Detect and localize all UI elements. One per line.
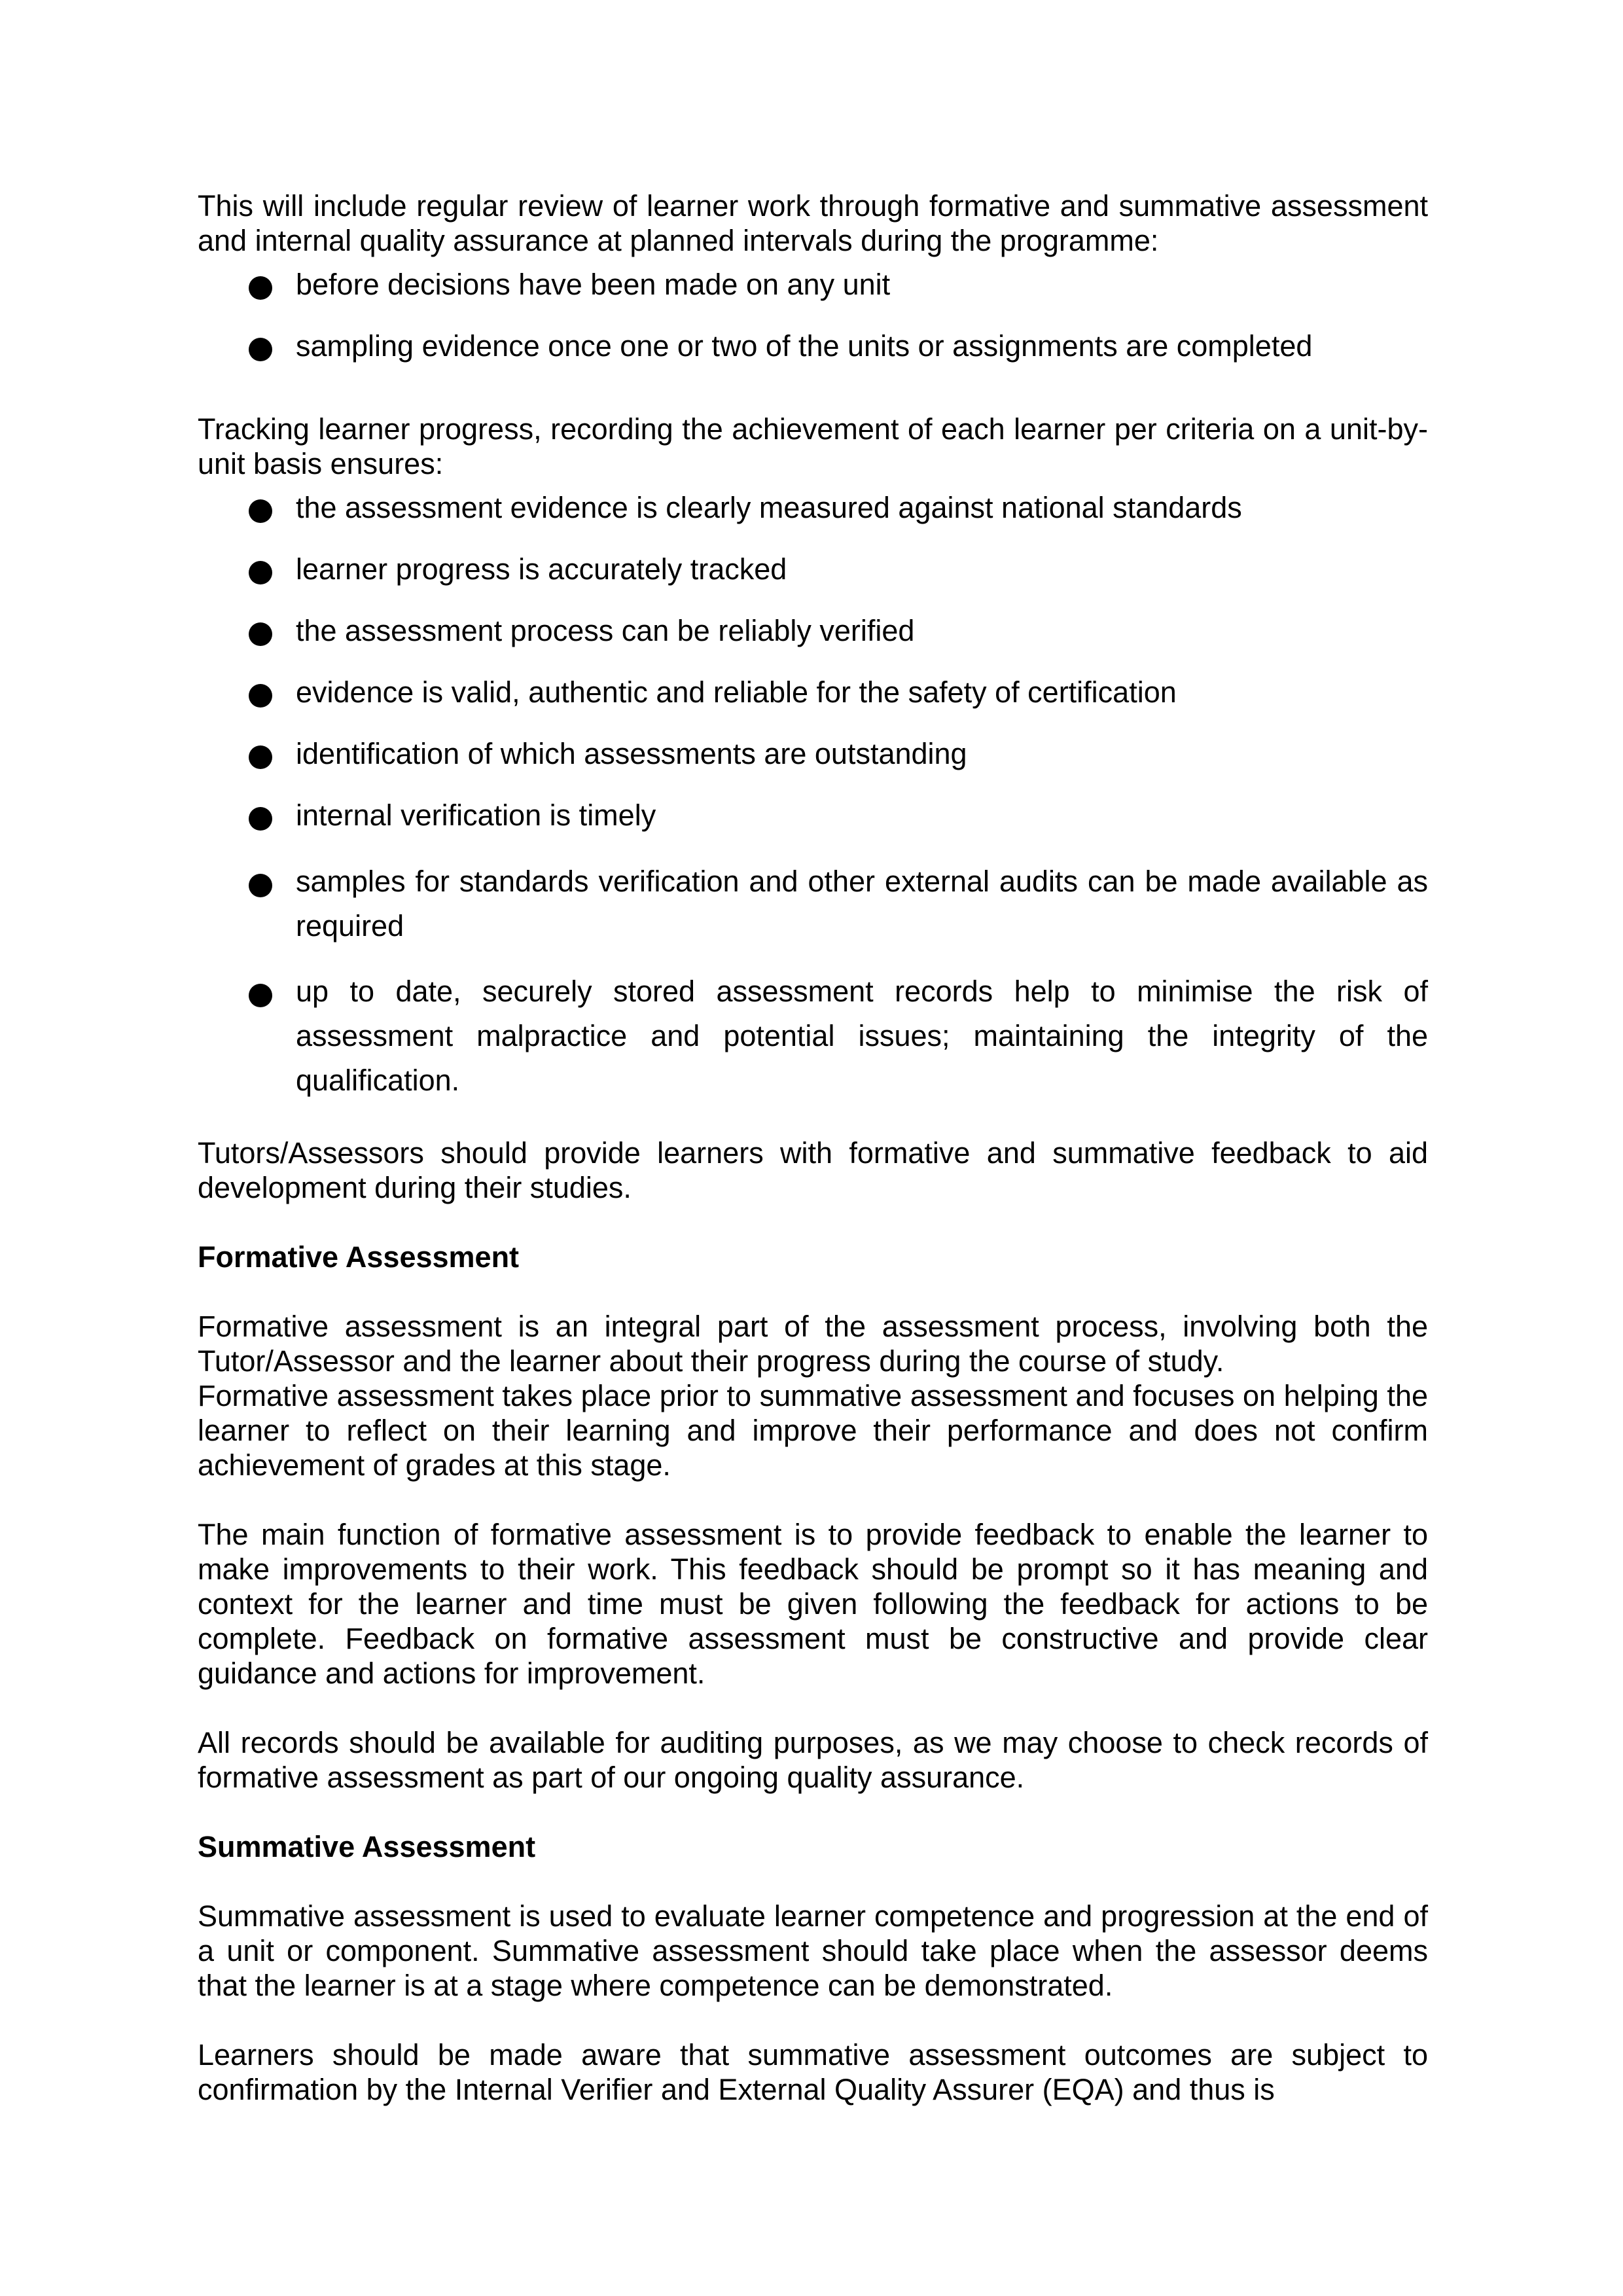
- list-item-text: the assessment evidence is clearly measured against national standards: [296, 491, 1242, 524]
- list-item: [198, 969, 1428, 1103]
- list-item-text: evidence is valid, authentic and reliable for the safety of certification: [296, 675, 1177, 709]
- summative-paragraph-1: Summative assessment is used to evaluate learner competence and progression at the end of a unit or component. Summative assessment should take place when the assessor deems that the learner is at a stage where competence can be demonstrated.: [198, 1899, 1428, 2002]
- list-item-text: samples for standards verification and other external audits can be made available as required: [296, 865, 1428, 942]
- list-item-text: learner progress is accurately tracked: [296, 552, 787, 586]
- bullet-icon: [249, 984, 272, 1007]
- bullet-icon: [249, 874, 272, 897]
- tracking-intro-paragraph: Tracking learner progress, recording the achievement of each learner per criteria on a unit-by-unit basis ensures:: [198, 412, 1428, 480]
- bullet-icon: [249, 276, 272, 300]
- list-item: [198, 267, 1428, 302]
- summative-paragraph-2: Learners should be made aware that summative assessment outcomes are subject to confirmation by the Internal Verifier and External Quality Assurer (EQA) and thus is: [198, 2038, 1428, 2106]
- bullet-icon: [249, 684, 272, 708]
- list-item: [198, 736, 1428, 771]
- bullet-icon: [249, 807, 272, 831]
- bullet-icon: [249, 622, 272, 646]
- list-item-text: sampling evidence once one or two of the units or assignments are completed: [296, 329, 1313, 363]
- intro-paragraph: This will include regular review of learner work through formative and summative assessment and internal quality assurance at planned intervals during the programme:: [198, 189, 1428, 257]
- list-item: [198, 490, 1428, 525]
- list-item-text: up to date, securely stored assessment records help to minimise the risk of assessment malpractice and potential issues; maintaining the integrity of the qualification.: [296, 975, 1428, 1097]
- list-item: [198, 798, 1428, 833]
- intro-bullet-list: [198, 267, 1428, 363]
- formative-paragraph-3: The main function of formative assessment is to provide feedback to enable the learner to make improvements to their work. This feedback should be prompt so it has meaning and context for the learner and time must be given following the feedback for actions to be complete. Feedback on formative assessment must be constructive and provide clear guidance and actions for improvement.: [198, 1518, 1428, 1690]
- bullet-icon: [249, 338, 272, 361]
- tutors-paragraph: Tutors/Assessors should provide learners with formative and summative feedback to aid development during their studies.: [198, 1136, 1428, 1204]
- summative-heading: Summative Assessment: [198, 1830, 536, 1863]
- formative-paragraph-2: Formative assessment takes place prior to summative assessment and focuses on helping the learner to reflect on their learning and improve their performance and does not confirm achievement of grades at this stage.: [198, 1379, 1428, 1482]
- tracking-bullet-list: [198, 490, 1428, 1103]
- list-item-text: before decisions have been made on any unit: [296, 268, 891, 301]
- formative-paragraph-4: All records should be available for auditing purposes, as we may choose to check records of formative assessment as part of our ongoing quality assurance.: [198, 1726, 1428, 1794]
- list-item-text: internal verification is timely: [296, 798, 656, 832]
- list-item: [198, 329, 1428, 363]
- list-item: [198, 552, 1428, 586]
- bullet-icon: [249, 499, 272, 523]
- formative-paragraph-1: Formative assessment is an integral part of the assessment process, involving both the Tutor/Assessor and the learner about their progress during the course of study.: [198, 1310, 1428, 1378]
- list-item: [198, 675, 1428, 709]
- bullet-icon: [249, 561, 272, 584]
- formative-heading: Formative Assessment: [198, 1240, 520, 1274]
- list-item-text: identification of which assessments are outstanding: [296, 737, 967, 770]
- page-content: [198, 188, 1428, 2107]
- list-item: [198, 613, 1428, 648]
- list-item: [198, 859, 1428, 948]
- bullet-icon: [249, 745, 272, 769]
- list-item-text: the assessment process can be reliably verified: [296, 614, 915, 647]
